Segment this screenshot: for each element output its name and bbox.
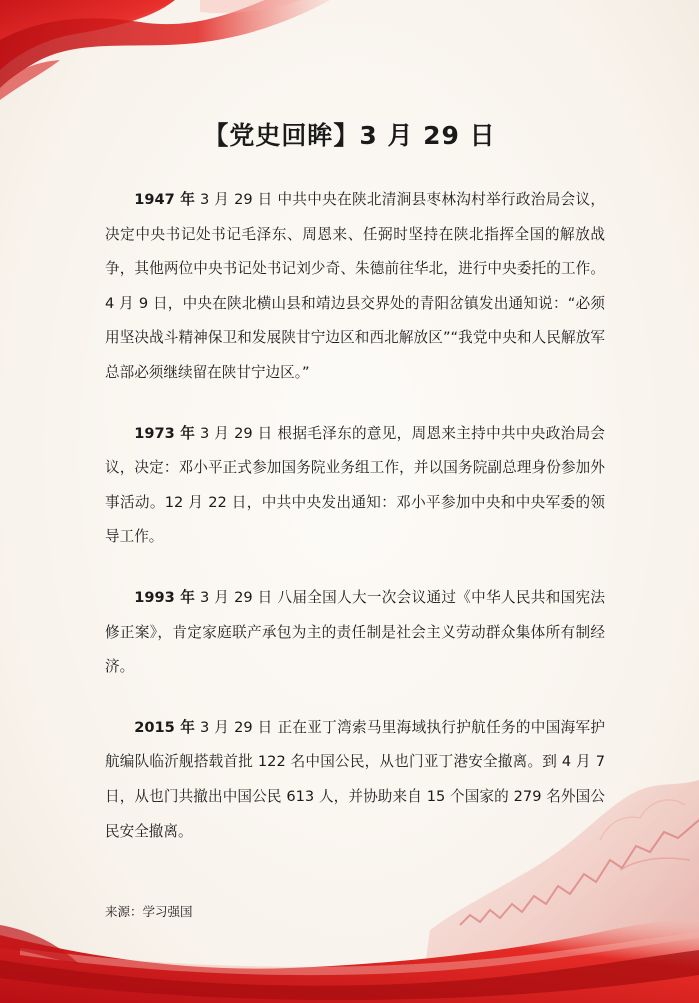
entry-year: 2015 年: [134, 718, 196, 736]
history-entry-1947: [105, 183, 605, 391]
page-title: 【党史回眸】3 月 29 日: [203, 121, 496, 150]
entry-text: 3 月 29 日 八届全国人大一次会议通过《中华人民共和国宪法修正案》，肯定家庭联产承包为主的责任制是社会主义劳动群众集体所有制经济。: [105, 588, 605, 676]
history-entry-2015: [105, 711, 605, 849]
entry-year: 1993 年: [134, 588, 196, 606]
history-entry-1993: [105, 581, 605, 685]
history-entry-1973: [105, 417, 605, 555]
entry-text: 3 月 29 日 根据毛泽东的意见，周恩来主持中共中央政治局会议，决定：邓小平正式参加国务院业务组工作，并以国务院副总理身份参加外事活动。12 月 22 日，中共中央发出通知：邓小平参加中央和中央军委的领导工作。: [105, 424, 605, 546]
entry-text: 3 月 29 日 正在亚丁湾索马里海域执行护航任务的中国海军护航编队临沂舰搭载首批 122 名中国公民，从也门亚丁港安全撤离。到 4 月 7 日，从也门共撤出中国公民 613 人，并协助来自 15 个国家的 279 名外国公民安全撤离。: [105, 718, 605, 840]
entry-year: 1947 年: [134, 191, 196, 208]
article-body: [105, 183, 605, 875]
entry-year: 1973 年: [134, 424, 196, 442]
entry-text: 3 月 29 日 中共中央在陕北清涧县枣林沟村举行政治局会议，决定中央书记处书记毛泽东、周恩来、任弼时坚持在陕北指挥全国的解放战争，其他两位中央书记处书记刘少奇、朱德前往华北，进行中央委托的工作。4 月 9 日，中央在陕北横山县和靖边县交界处的青阳岔镇发出通知说：“必须用坚决战斗精神保卫和发展陕甘宁边区和西北解放区”“我党中央和人民解放军总部必须继续留在陕甘宁边区。”: [105, 191, 605, 381]
source-credit: 来源：学习强国: [105, 904, 193, 919]
